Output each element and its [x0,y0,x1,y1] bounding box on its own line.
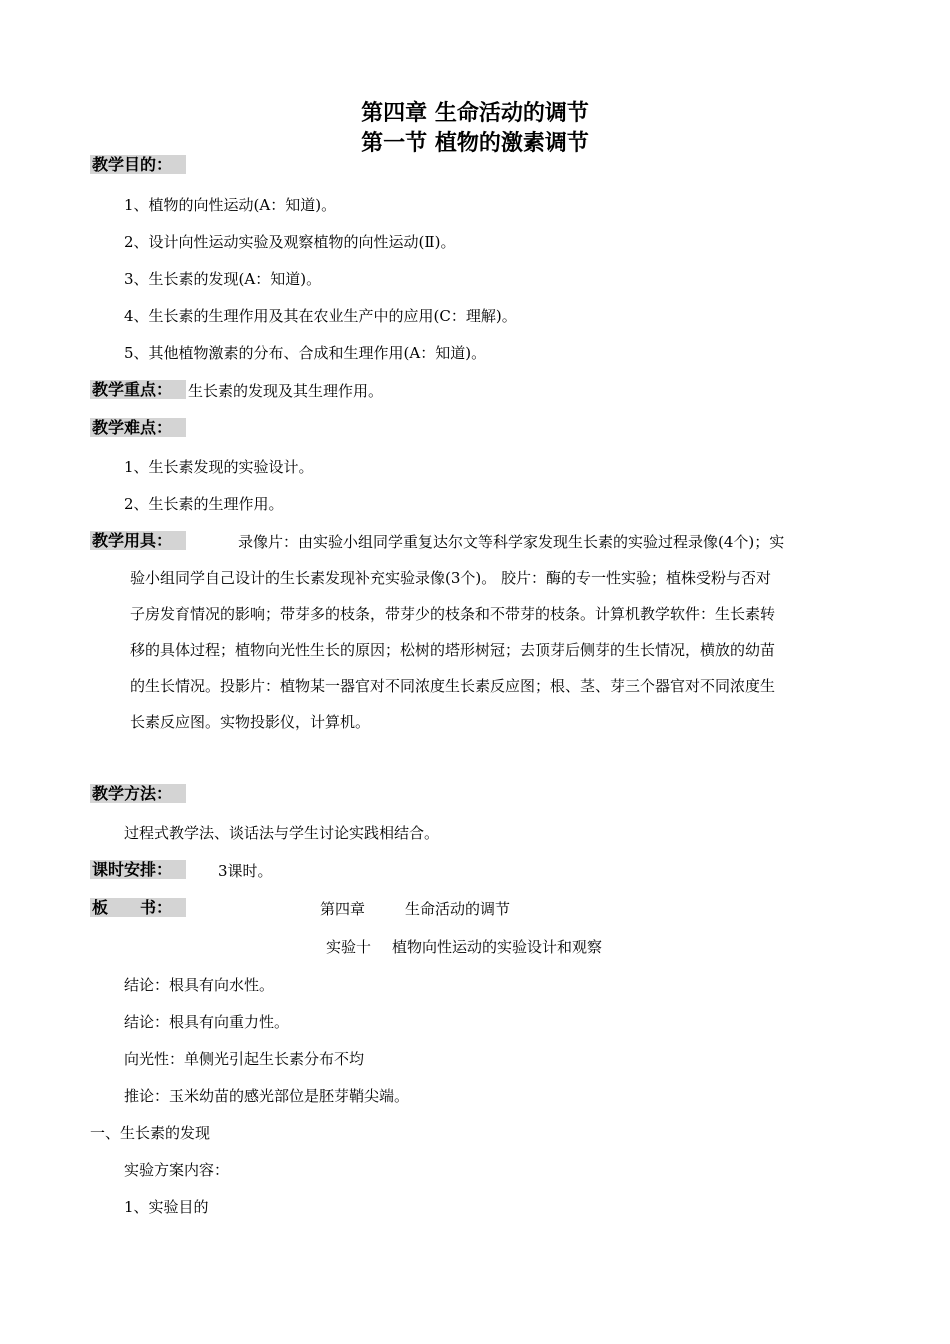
key-points-text: 生长素的发现及其生理作用。 [188,382,384,400]
schedule-text: 3课时。 [218,862,273,880]
methods-text: 过程式教学法、谈话法与学生讨论实践相结合。 [124,824,440,842]
board-experiment-no: 实验十 [326,938,372,956]
tools-line: 长素反应图。实物投影仪，计算机。 [130,713,371,731]
objectives-label: 教学目的： [90,155,186,174]
chapter-title: 第四章 生命活动的调节 [361,101,589,126]
board-line: 推论：玉米幼苗的感光部位是胚芽鞘尖端。 [124,1087,410,1105]
tools-line: 移的具体过程；植物向光性生长的原因；松树的塔形树冠；去顶芽后侧芽的生长情况，横放的幼苗 [130,641,776,659]
objective-item: 5、其他植物激素的分布、合成和生理作用(A：知道)。 [124,344,487,362]
objective-item: 1、植物的向性运动(A：知道)。 [124,196,337,214]
section-heading: 一、生长素的发现 [90,1124,211,1142]
section-title: 第一节 植物的激素调节 [361,131,589,156]
difficulties-label: 教学难点： [90,418,186,437]
tools-label: 教学用具： [90,531,186,550]
section-sub-heading: 实验方案内容： [124,1161,230,1179]
key-points-label: 教学重点： [90,380,186,399]
board-label: 板 书： [90,898,186,917]
tools-line: 的生长情况。投影片：植物某一器官对不同浓度生长素反应图；根、茎、芽三个器官对不同浓度生 [130,677,776,695]
board-line: 结论：根具有向重力性。 [124,1013,290,1031]
objective-item: 4、生长素的生理作用及其在农业生产中的应用(C：理解)。 [124,307,517,325]
objective-item: 3、生长素的发现(A：知道)。 [124,270,322,288]
difficulty-item: 1、生长素发现的实验设计。 [124,458,314,476]
board-heading-title: 生命活动的调节 [405,900,511,918]
board-line: 向光性：单侧光引起生长素分布不均 [124,1050,365,1068]
methods-label: 教学方法： [90,784,186,803]
difficulty-item: 2、生长素的生理作用。 [124,495,284,513]
tools-line: 验小组同学自己设计的生长素发现补充实验录像(3个)。 胶片：酶的专一性实验；植株受粉与否对 [130,569,772,587]
board-line: 结论：根具有向水性。 [124,976,275,994]
tools-line: 录像片：由实验小组同学重复达尔文等科学家发现生长素的实验过程录像(4个)；实 [238,533,785,551]
schedule-label: 课时安排： [90,860,186,879]
objective-item: 2、设计向性运动实验及观察植物的向性运动(Ⅱ)。 [124,233,456,251]
board-heading-chapter: 第四章 [320,900,366,918]
board-experiment-title: 植物向性运动的实验设计和观察 [392,938,603,956]
tools-line: 子房发育情况的影响；带芽多的枝条，带芽少的枝条和不带芽的枝条。计算机教学软件：生长素转 [130,605,776,623]
section-item: 1、实验目的 [124,1198,209,1216]
